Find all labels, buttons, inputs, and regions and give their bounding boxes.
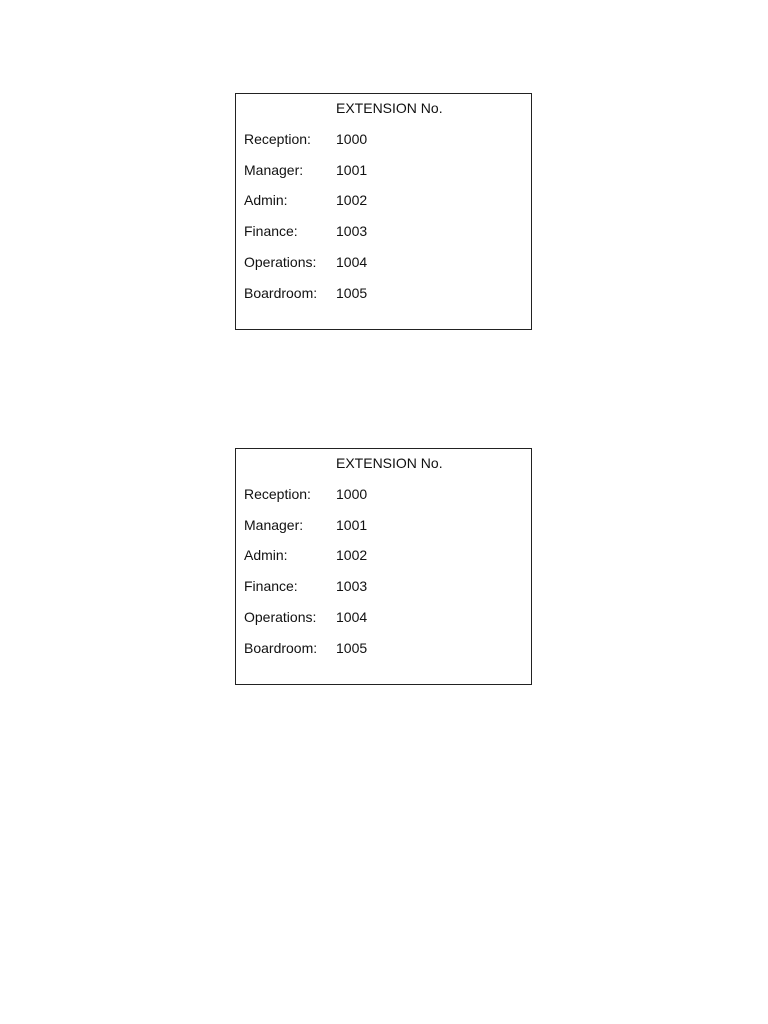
department-label: Manager: — [244, 517, 304, 533]
extension-card — [235, 448, 532, 685]
extension-number: 1000 — [336, 131, 368, 147]
department-label: Admin: — [244, 547, 288, 563]
department-label: Admin: — [244, 192, 288, 208]
extension-number: 1002 — [336, 192, 368, 208]
extension-number: 1005 — [336, 285, 368, 301]
extension-header: EXTENSION No. — [336, 455, 443, 471]
extension-number: 1004 — [336, 609, 368, 625]
department-label: Boardroom: — [244, 285, 318, 301]
department-label: Boardroom: — [244, 640, 318, 656]
department-label: Manager: — [244, 162, 304, 178]
extension-header: EXTENSION No. — [336, 100, 443, 116]
extension-number: 1001 — [336, 162, 368, 178]
extension-number: 1005 — [336, 640, 368, 656]
extension-number: 1003 — [336, 578, 368, 594]
extension-number: 1004 — [336, 254, 368, 270]
extension-number: 1001 — [336, 517, 368, 533]
extension-number: 1000 — [336, 486, 368, 502]
department-label: Operations: — [244, 254, 317, 270]
department-label: Reception: — [244, 486, 311, 502]
department-label: Operations: — [244, 609, 317, 625]
extension-card — [235, 93, 532, 330]
department-label: Finance: — [244, 223, 298, 239]
department-label: Reception: — [244, 131, 311, 147]
department-label: Finance: — [244, 578, 298, 594]
extension-number: 1003 — [336, 223, 368, 239]
extension-number: 1002 — [336, 547, 368, 563]
